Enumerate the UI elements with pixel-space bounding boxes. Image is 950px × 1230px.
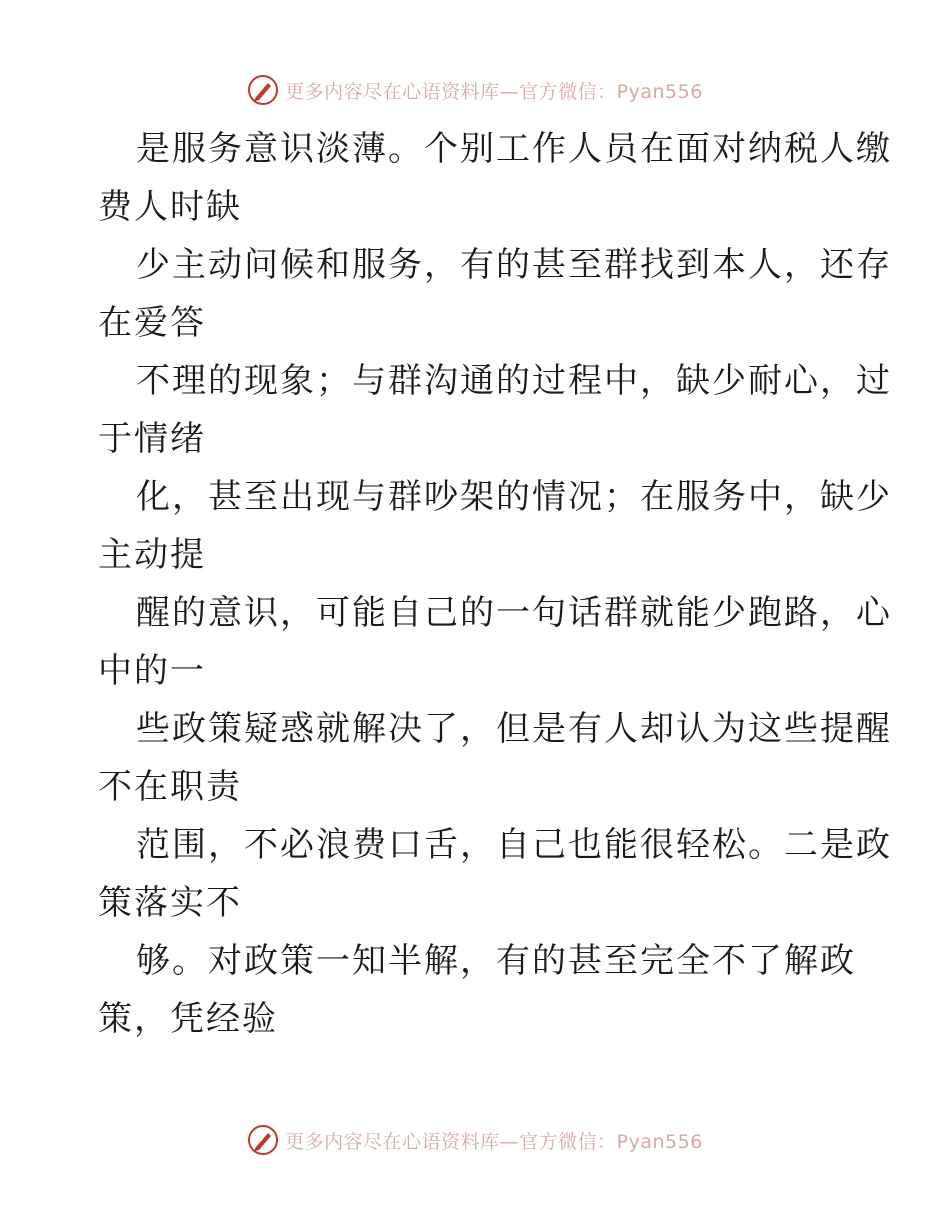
document-body xyxy=(98,120,892,1048)
text-line: 费人时缺 xyxy=(98,187,242,227)
footer-watermark xyxy=(0,1120,950,1160)
paragraph xyxy=(98,932,868,1048)
text-line: 不理的现象；与群沟通的过程中，缺少耐心，过 xyxy=(136,361,892,401)
text-line: 够。对政策一知半解，有的甚至完全不了解政 xyxy=(136,941,856,981)
header-watermark xyxy=(0,70,950,110)
text-line: 策落实不 xyxy=(98,883,242,923)
text-line: 不在职责 xyxy=(98,767,242,807)
pen-logo-icon xyxy=(247,1124,279,1156)
paragraph xyxy=(98,468,892,584)
text-line: 化，甚至出现与群吵架的情况；在服务中，缺少 xyxy=(136,477,892,517)
pen-logo-icon xyxy=(247,74,279,106)
text-line: 中的一 xyxy=(98,651,206,691)
text-line: 些政策疑惑就解决了，但是有人却认为这些提醒 xyxy=(136,709,892,749)
text-line: 醒的意识，可能自己的一句话群就能少跑路，心 xyxy=(136,593,892,633)
paragraph xyxy=(98,700,892,816)
footer-watermark-text: 更多内容尽在心语资料库—官方微信：Pyan556 xyxy=(285,1130,703,1153)
text-line: 策，凭经验 xyxy=(98,999,278,1039)
paragraph xyxy=(98,816,892,932)
text-line: 是服务意识淡薄。个别工作人员在面对纳税人缴 xyxy=(136,129,892,169)
text-line: 范围，不必浪费口舌，自己也能很轻松。二是政 xyxy=(136,825,892,865)
text-line: 主动提 xyxy=(98,535,206,575)
paragraph xyxy=(98,584,892,700)
paragraph xyxy=(98,352,892,468)
paragraph xyxy=(98,236,892,352)
text-line: 在爱答 xyxy=(98,303,206,343)
paragraph xyxy=(98,120,892,236)
header-watermark-text: 更多内容尽在心语资料库—官方微信：Pyan556 xyxy=(285,80,703,103)
text-line: 于情绪 xyxy=(98,419,206,459)
text-line: 少主动问候和服务，有的甚至群找到本人，还存 xyxy=(136,245,892,285)
